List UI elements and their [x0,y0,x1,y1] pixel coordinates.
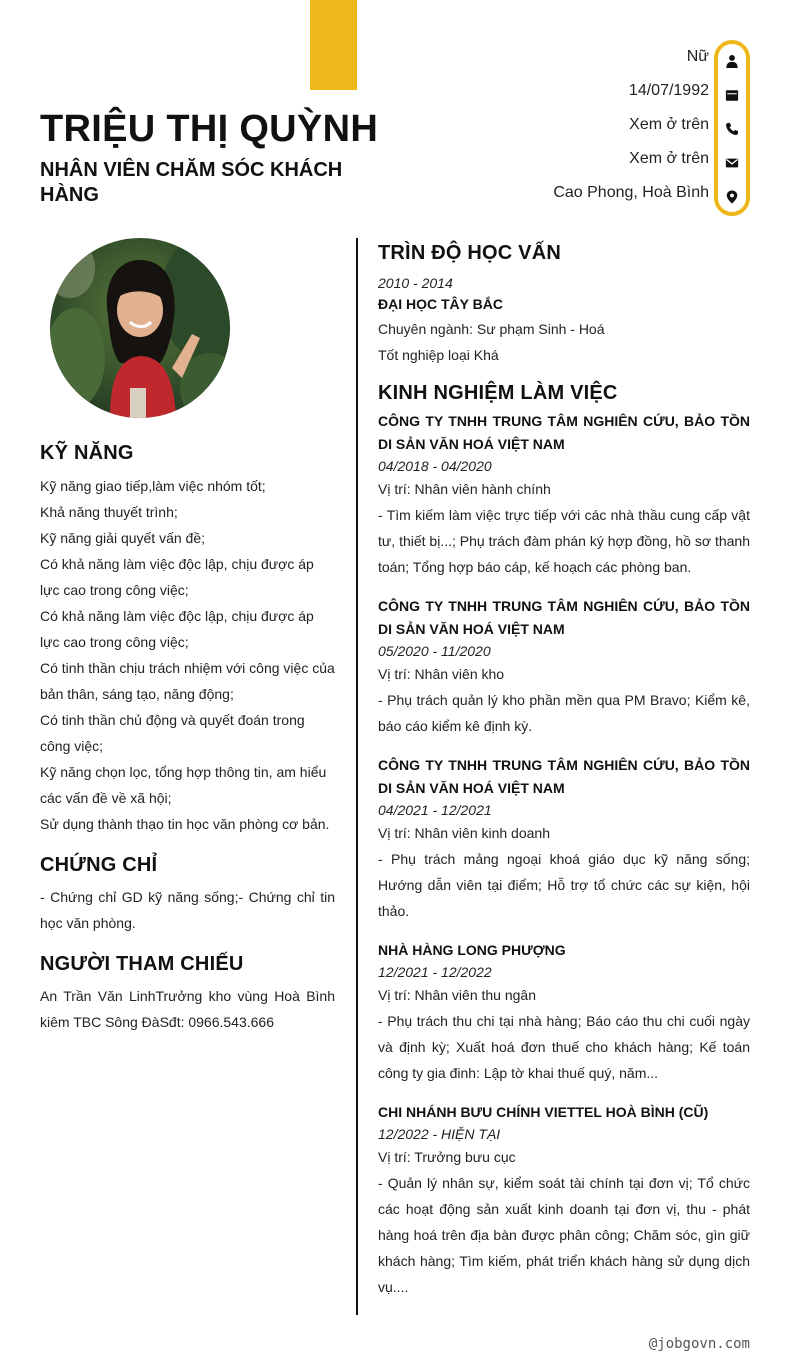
education-section [378,240,750,368]
experience-period: 12/2021 - 12/2022 [378,964,492,980]
experience-company: CHI NHÁNH BƯU CHÍNH VIETTEL HOÀ BÌNH (CŨ) [378,1104,709,1120]
references-title: NGƯỜI THAM CHIẾU [40,953,244,975]
experience-title: KINH NGHIỆM LÀM VIỆC [378,382,618,404]
experience-position: Vị trí: Nhân viên kho [378,666,505,682]
right-column [378,240,750,1300]
certificates-title: CHỨNG CHỈ [40,854,158,876]
experience-period: 04/2018 - 04/2020 [378,458,492,474]
skill-item: Kỹ năng chọn lọc, tổng hợp thông tin, am hiểu các vấn đề về xã hội; [40,764,327,806]
experience-position: Vị trí: Nhân viên hành chính [378,481,551,497]
avatar [50,238,230,418]
skill-item: Có tinh thần chịu trách nhiệm với công việc của bản thân, sáng tạo, năng động; [40,660,335,702]
skills-title: KỸ NĂNG [40,442,134,464]
experience-position: Vị trí: Nhân viên thu ngân [378,987,536,1003]
experience-company: NHÀ HÀNG LONG PHƯỢNG [378,942,566,958]
user-icon [718,44,746,78]
skill-item: Sử dụng thành thạo tin học văn phòng cơ bản. [40,816,330,832]
experience-period: 12/2022 - HIỆN TẠI [378,1126,501,1142]
contact-list [553,40,709,210]
experience-description: - Tìm kiếm làm việc trực tiếp với các nhà thầu cung cấp vật tư, thiết bị...; Phụ trách đàm phán ký hợp đồng, hồ sơ thanh toán; Tổng hợp báo cáp, kế hoạch các phòng ban. [378,507,750,575]
column-divider [356,238,358,1315]
contact-address: Cao Phong, Hoà Bình [553,184,709,201]
experience-company: CÔNG TY TNHH TRUNG TÂM NGHIÊN CỨU, BẢO TỒN DI SẢN VĂN HOÁ VIỆT NAM [378,757,750,796]
job-title: NHÂN VIÊN CHĂM SÓC KHÁCH HÀNG [40,159,343,206]
skill-item: Kỹ năng giải quyết vấn đề; [40,530,206,546]
experience-description: - Phụ trách mảng ngoại khoá giáo dục kỹ năng sống; Hướng dẫn viên tại điểm; Hỗ trợ tổ chức các sự kiện, hội thảo. [378,851,750,919]
experience-entry [378,410,750,580]
skills-list [40,473,335,837]
experience-company: CÔNG TY TNHH TRUNG TÂM NGHIÊN CỨU, BẢO TỒN DI SẢN VĂN HOÁ VIỆT NAM [378,413,750,452]
contact-birthdate: 14/07/1992 [628,82,709,99]
experience-position: Vị trí: Nhân viên kinh doanh [378,825,550,841]
experience-description: - Phụ trách thu chi tại nhà hàng; Báo cáo thu chi cuối ngày và định kỳ; Xuất hoá đơn thuế cho khách hàng; Kế toán công ty gia đinh: Lập tờ khai thuế quý, năm... [378,1013,750,1081]
experience-section [378,380,750,1300]
calendar-icon [718,78,746,112]
contact-phone: Xem ở trên [629,116,709,133]
skill-item: Có khả năng làm việc độc lập, chịu được áp lực cao trong công việc; [40,556,314,598]
experience-period: 05/2020 - 11/2020 [378,643,491,659]
contact-icon-pill [714,40,750,216]
skills-section [40,440,335,837]
email-icon [718,146,746,180]
phone-icon [718,112,746,146]
footer-watermark[interactable]: @jobgovn.com [648,1336,750,1352]
experience-description: - Phụ trách quản lý kho phần mền qua PM Bravo; Kiểm kê, báo cáo kiểm kê định kỳ. [378,692,750,734]
experience-entry [378,754,750,924]
education-title: TRÌN ĐỘ HỌC VẤN [378,242,561,264]
skill-item: Kỹ năng giao tiếp,làm việc nhóm tốt; [40,478,266,494]
left-column [40,440,335,1035]
education-major: Chuyên ngành: Sư phạm Sinh - Hoá [378,321,605,337]
education-school: ĐẠI HỌC TÂY BẮC [378,296,503,312]
accent-bar [310,0,357,90]
candidate-name: TRIỆU THỊ QUỲNH [40,108,379,150]
experience-period: 04/2021 - 12/2021 [378,802,492,818]
skill-item: Khả năng thuyết trình; [40,504,178,520]
experience-description: - Quản lý nhân sự, kiểm soát tài chính tại đơn vị; Tổ chức các hoạt động sản xuất kinh doanh tại đơn vị, thu - phát hàng hoá trên địa bàn được phân công; Chăm sóc, gìn giữ khách hàng; Tìm kiếm, phát triển khách hàng sử dụng dịch vụ.... [378,1175,750,1295]
experience-position: Vị trí: Trưởng bưu cục [378,1149,516,1165]
skill-item: Có tinh thần chủ động và quyết đoán trong công việc; [40,712,305,754]
certificates-section [40,852,335,936]
education-period: 2010 - 2014 [378,275,453,291]
education-entry [378,273,750,368]
contact-email: Xem ở trên [629,150,709,167]
experience-entry [378,1101,750,1300]
education-grade: Tốt nghiệp loại Khá [378,347,499,363]
experience-entry [378,939,750,1086]
skill-item: Có khả năng làm việc độc lập, chịu được áp lực cao trong công việc; [40,608,314,650]
contact-gender: Nữ [686,48,709,65]
certificates-text: - Chứng chỉ GD kỹ năng sống;- Chứng chỉ tin học văn phòng. [40,889,335,931]
references-section [40,951,335,1035]
location-pin-icon [718,180,746,214]
experience-company: CÔNG TY TNHH TRUNG TÂM NGHIÊN CỨU, BẢO TỒN DI SẢN VĂN HOÁ VIỆT NAM [378,598,750,637]
references-text: An Trần Văn LinhTrưởng kho vùng Hoà Bình kiêm TBC Sông ĐàSđt: 0966.543.666 [40,988,335,1030]
experience-entry [378,595,750,739]
